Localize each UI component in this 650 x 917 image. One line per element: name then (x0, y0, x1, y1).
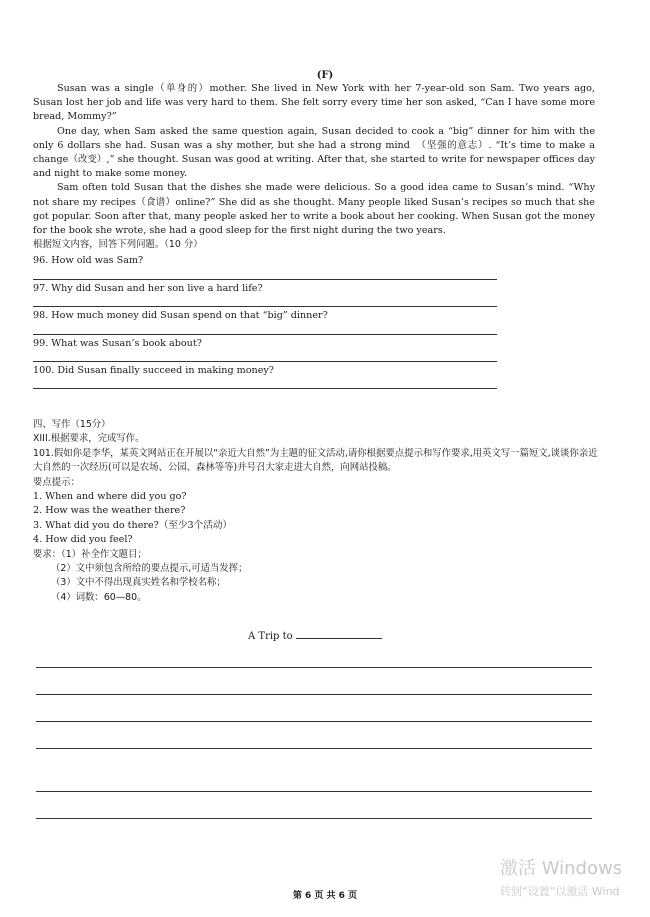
question-text: 98. How much money did Susan spend on that “big” dinner? (33, 310, 328, 321)
question-text: 100. Did Susan finally succeed in making money? (33, 365, 274, 376)
answer-line-98[interactable] (33, 334, 497, 335)
question-text: 97. Why did Susan and her son live a hard life? (33, 283, 263, 294)
answer-line-100[interactable] (33, 388, 497, 389)
question-99 (33, 337, 593, 350)
writing-heading: 四、写作（15分） (33, 419, 111, 430)
answer-line-97[interactable] (33, 306, 497, 307)
passage-paragraph-2: One day, when Sam asked the same question again, Susan decided to cook a “big” dinner for him with the only 6 dollars she had. Susan was a shy mother, but she had a strong mind （坚强的意志）. “It’s time to make a change（改变）,” she thought. Susan was good at writing. After that, she started to write for newspaper offices day and night to make some money. (33, 125, 595, 180)
reading-instruction: 根据短文内容，回答下列问题。（10 分） (33, 239, 203, 251)
reading-passage (33, 82, 595, 252)
question-97 (33, 282, 593, 295)
writing-line[interactable] (36, 791, 592, 792)
passage-paragraph-3: Sam often told Susan that the dishes she made were delicious. So a good idea came to Susan’s mind. “Why not share my recipes（食谱）online?” She did as she thought. Many people liked Susan’s recipes so much that she got popular. Soon after that, many people asked her to write a book about her cooking. When Susan got the money for the book she wrote, she had a good sleep for the first night during the two years. (33, 182, 595, 237)
requirement-item: （3）文中不得出现真实姓名和学校名称； (51, 577, 226, 589)
answer-line-99[interactable] (33, 361, 497, 362)
writing-line[interactable] (36, 667, 592, 668)
requirement-item: （2）文中须包含所给的要点提示,可适当发挥； (51, 563, 248, 575)
watermark-title: 激活 Windows (500, 858, 623, 879)
question-text: 99. What was Susan’s book about? (33, 338, 202, 349)
watermark-subtitle: 转到“设置”以激活 Wind (500, 885, 620, 898)
writing-line[interactable] (36, 748, 592, 749)
hint-item: 4. How did you feel? (33, 534, 133, 546)
passage-paragraph-1: Susan was a single（单身的）mother. She lived in New York with her 7-year-old son Sam. Two years ago, Susan lost her job and life was very hard to them. She felt sorry every time her son asked, “Can I have some more bread, Mommy?” (33, 83, 595, 123)
hint-item: 1. When and where did you go? (33, 491, 187, 503)
essay-title-prefix: A Trip to (248, 631, 293, 642)
writing-prompt: 101.假如你是李华，某英文网站正在开展以“亲近大自然”为主题的征文活动,请你根据要点提示和写作要求,用英文写一篇短文,谈谈你亲近大自然的一次经历(可以是农场、公园、森林等等)并号召大家走进大自然，向网站投稿。 (33, 447, 598, 474)
question-98 (33, 309, 593, 322)
writing-line[interactable] (36, 694, 592, 695)
writing-subheading: XIII.根据要求，完成写作。 (33, 433, 145, 445)
writing-section (33, 418, 603, 605)
requirement-item: （4）词数：60—80。 (51, 591, 147, 603)
essay-title (248, 628, 382, 642)
hints-label: 要点提示： (33, 476, 80, 488)
answer-line-96[interactable] (33, 279, 497, 280)
requirements-label: 要求：（1）补全作文题目； (33, 548, 147, 560)
question-text: 96. How old was Sam? (33, 255, 144, 266)
hint-item: 2. How was the weather there? (33, 505, 186, 517)
essay-title-blank[interactable] (296, 628, 382, 639)
section-label: (F) (316, 70, 334, 81)
page-footer: 第 6 页 共 6 页 (292, 891, 358, 901)
writing-line[interactable] (36, 818, 592, 819)
writing-line[interactable] (36, 721, 592, 722)
question-100 (33, 364, 593, 377)
question-96 (33, 254, 593, 267)
hint-item: 3. What did you do there?（至少3个活动） (33, 519, 233, 531)
